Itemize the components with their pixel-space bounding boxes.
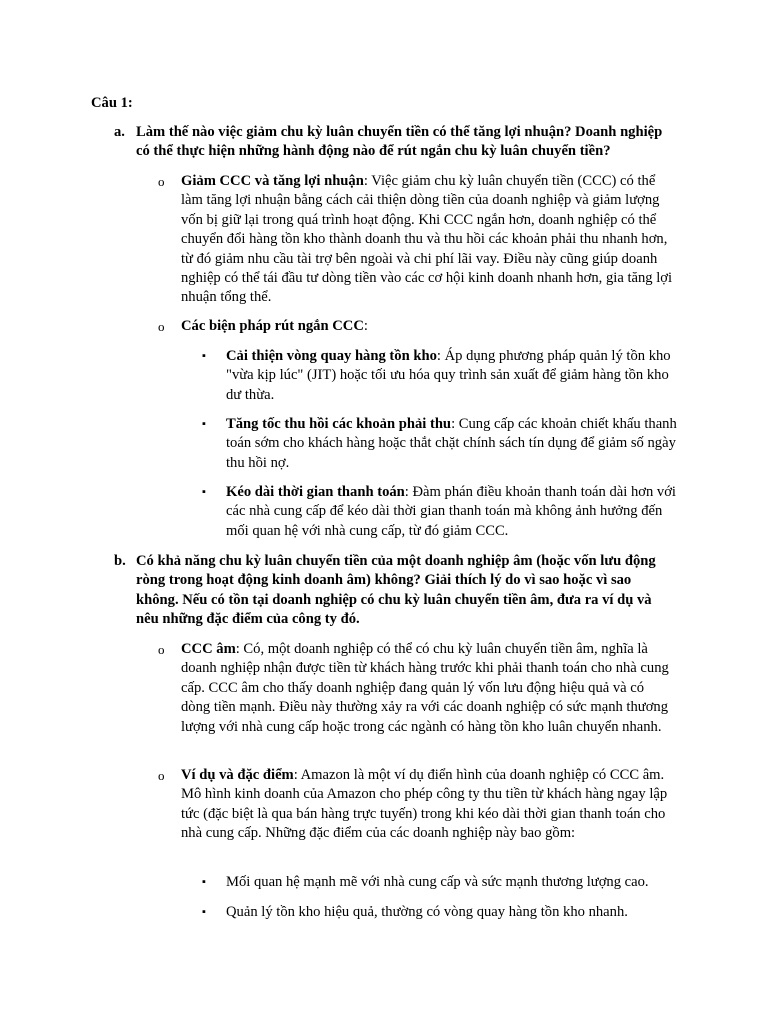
list-item-label: CCC âm (181, 641, 236, 657)
sub-list-item-body: : Áp dụng phương pháp quản lý tồn kho "vừa kịp lúc" (JIT) hoặc tối ưu hóa quy trình sản xuất để giảm hàng tồn kho dư thừa. (226, 348, 671, 403)
bullet-marker: o (158, 768, 165, 783)
list-item-text (181, 766, 676, 844)
question-text: Làm thế nào việc giảm chu kỳ luân chuyển tiền có thể tăng lợi nhuận? Doanh nghiệp có thể thực hiện những hành động nào để rút ngắn chu kỳ luân chuyển tiền? (136, 124, 663, 160)
list-item-label: Các biện pháp rút ngắn CCC (181, 318, 364, 334)
bullet-marker: o (158, 642, 165, 657)
list-item-label: Giảm CCC và tăng lợi nhuận (181, 173, 364, 189)
list-item-text (181, 640, 676, 737)
sub-list-item-body: : Đàm phán điều khoản thanh toán dài hơn với các nhà cung cấp để kéo dài thời gian thanh toán mà không ảnh hưởng đến mối quan hệ với nhà cung cấp, từ đó giảm CCC. (226, 484, 676, 539)
square-bullet-marker: ▪ (202, 350, 206, 362)
square-bullet-marker: ▪ (202, 906, 206, 918)
list-item-text (181, 172, 676, 308)
sub-list-item-label: Cải thiện vòng quay hàng tồn kho (226, 348, 437, 364)
list-item-body: : Việc giảm chu kỳ luân chuyển tiền (CCC) có thể làm tăng lợi nhuận bằng cách cải thiện dòng tiền của doanh nghiệp và giảm lượng vốn bị giữ lại trong quá trình hoạt động. Khi CCC ngắn hơn, doanh nghiệp có thể chuyển đổi hàng tồn kho thành doanh thu và thu hồi các khoản phải thu nhanh hơn, từ đó giảm nhu cầu tài trợ bên ngoài và chi phí lãi vay. Điều này cũng giúp doanh nghiệp có thể tái đầu tư dòng tiền vào các cơ hội kinh doanh nhanh hơn, gia tăng lợi nhuận tổng thể. (181, 173, 673, 306)
square-bullet-marker: ▪ (202, 876, 206, 888)
sub-list-item-text (226, 415, 678, 473)
question-marker: b. (114, 553, 126, 569)
sub-list-item-body: : Cung cấp các khoản chiết khấu thanh toán sớm cho khách hàng hoặc thắt chặt chính sách tín dụng để giảm số ngày thu hồi nợ. (226, 416, 677, 471)
square-bullet-marker: ▪ (202, 418, 206, 430)
square-bullet-marker: ▪ (202, 486, 206, 498)
list-item-body: : Amazon là một ví dụ điển hình của doanh nghiệp có CCC âm. Mô hình kinh doanh của Amazon cho phép công ty thu tiền từ khách hàng ngay lập tức (đặc biệt là qua bán hàng trực tuyến) trong khi kéo dài thời gian thanh toán cho nhà cung cấp. Những đặc điểm của các doanh nghiệp này bao gồm: (181, 767, 668, 842)
sub-list-item-text (226, 483, 678, 541)
question-marker: a. (114, 124, 125, 140)
sub-list-item-text (226, 347, 678, 405)
bullet-marker: o (158, 174, 165, 189)
list-item-label: Ví dụ và đặc điểm (181, 767, 294, 783)
sub-list-item-label: Tăng tốc thu hồi các khoản phải thu (226, 416, 452, 432)
sub-list-item-text: Quản lý tồn kho hiệu quả, thường có vòng quay hàng tồn kho nhanh. (226, 904, 628, 920)
bullet-marker: o (158, 319, 165, 334)
list-item-body: : Có, một doanh nghiệp có thể có chu kỳ luân chuyển tiền âm, nghĩa là doanh nghiệp nhận được tiền từ khách hàng trước khi phải thanh toán cho nhà cung cấp. CCC âm cho thấy doanh nghiệp đang quản lý vốn lưu động hiệu quả và có dòng tiền mạnh. Điều này thường xảy ra với các doanh nghiệp có sức mạnh thương lượng với nhà cung cấp hoặc trong các ngành có hàng tồn kho luân chuyển nhanh. (181, 641, 669, 735)
question-text: Có khả năng chu kỳ luân chuyển tiền của một doanh nghiệp âm (hoặc vốn lưu động ròng trong hoạt động kinh doanh âm) không? Giải thích lý do vì sao hoặc vì sao không. Nếu có tồn tại doanh nghiệp có chu kỳ luân chuyển tiền âm, đưa ra ví dụ và nêu những đặc điểm của công ty đó. (136, 553, 656, 628)
sub-list-item-text: Mối quan hệ mạnh mẽ với nhà cung cấp và sức mạnh thương lượng cao. (226, 874, 649, 890)
sub-list-item-label: Kéo dài thời gian thanh toán (226, 484, 405, 500)
list-item-body: : (363, 318, 368, 334)
list-item-text (181, 317, 676, 336)
section-heading: Câu 1: (91, 95, 133, 111)
